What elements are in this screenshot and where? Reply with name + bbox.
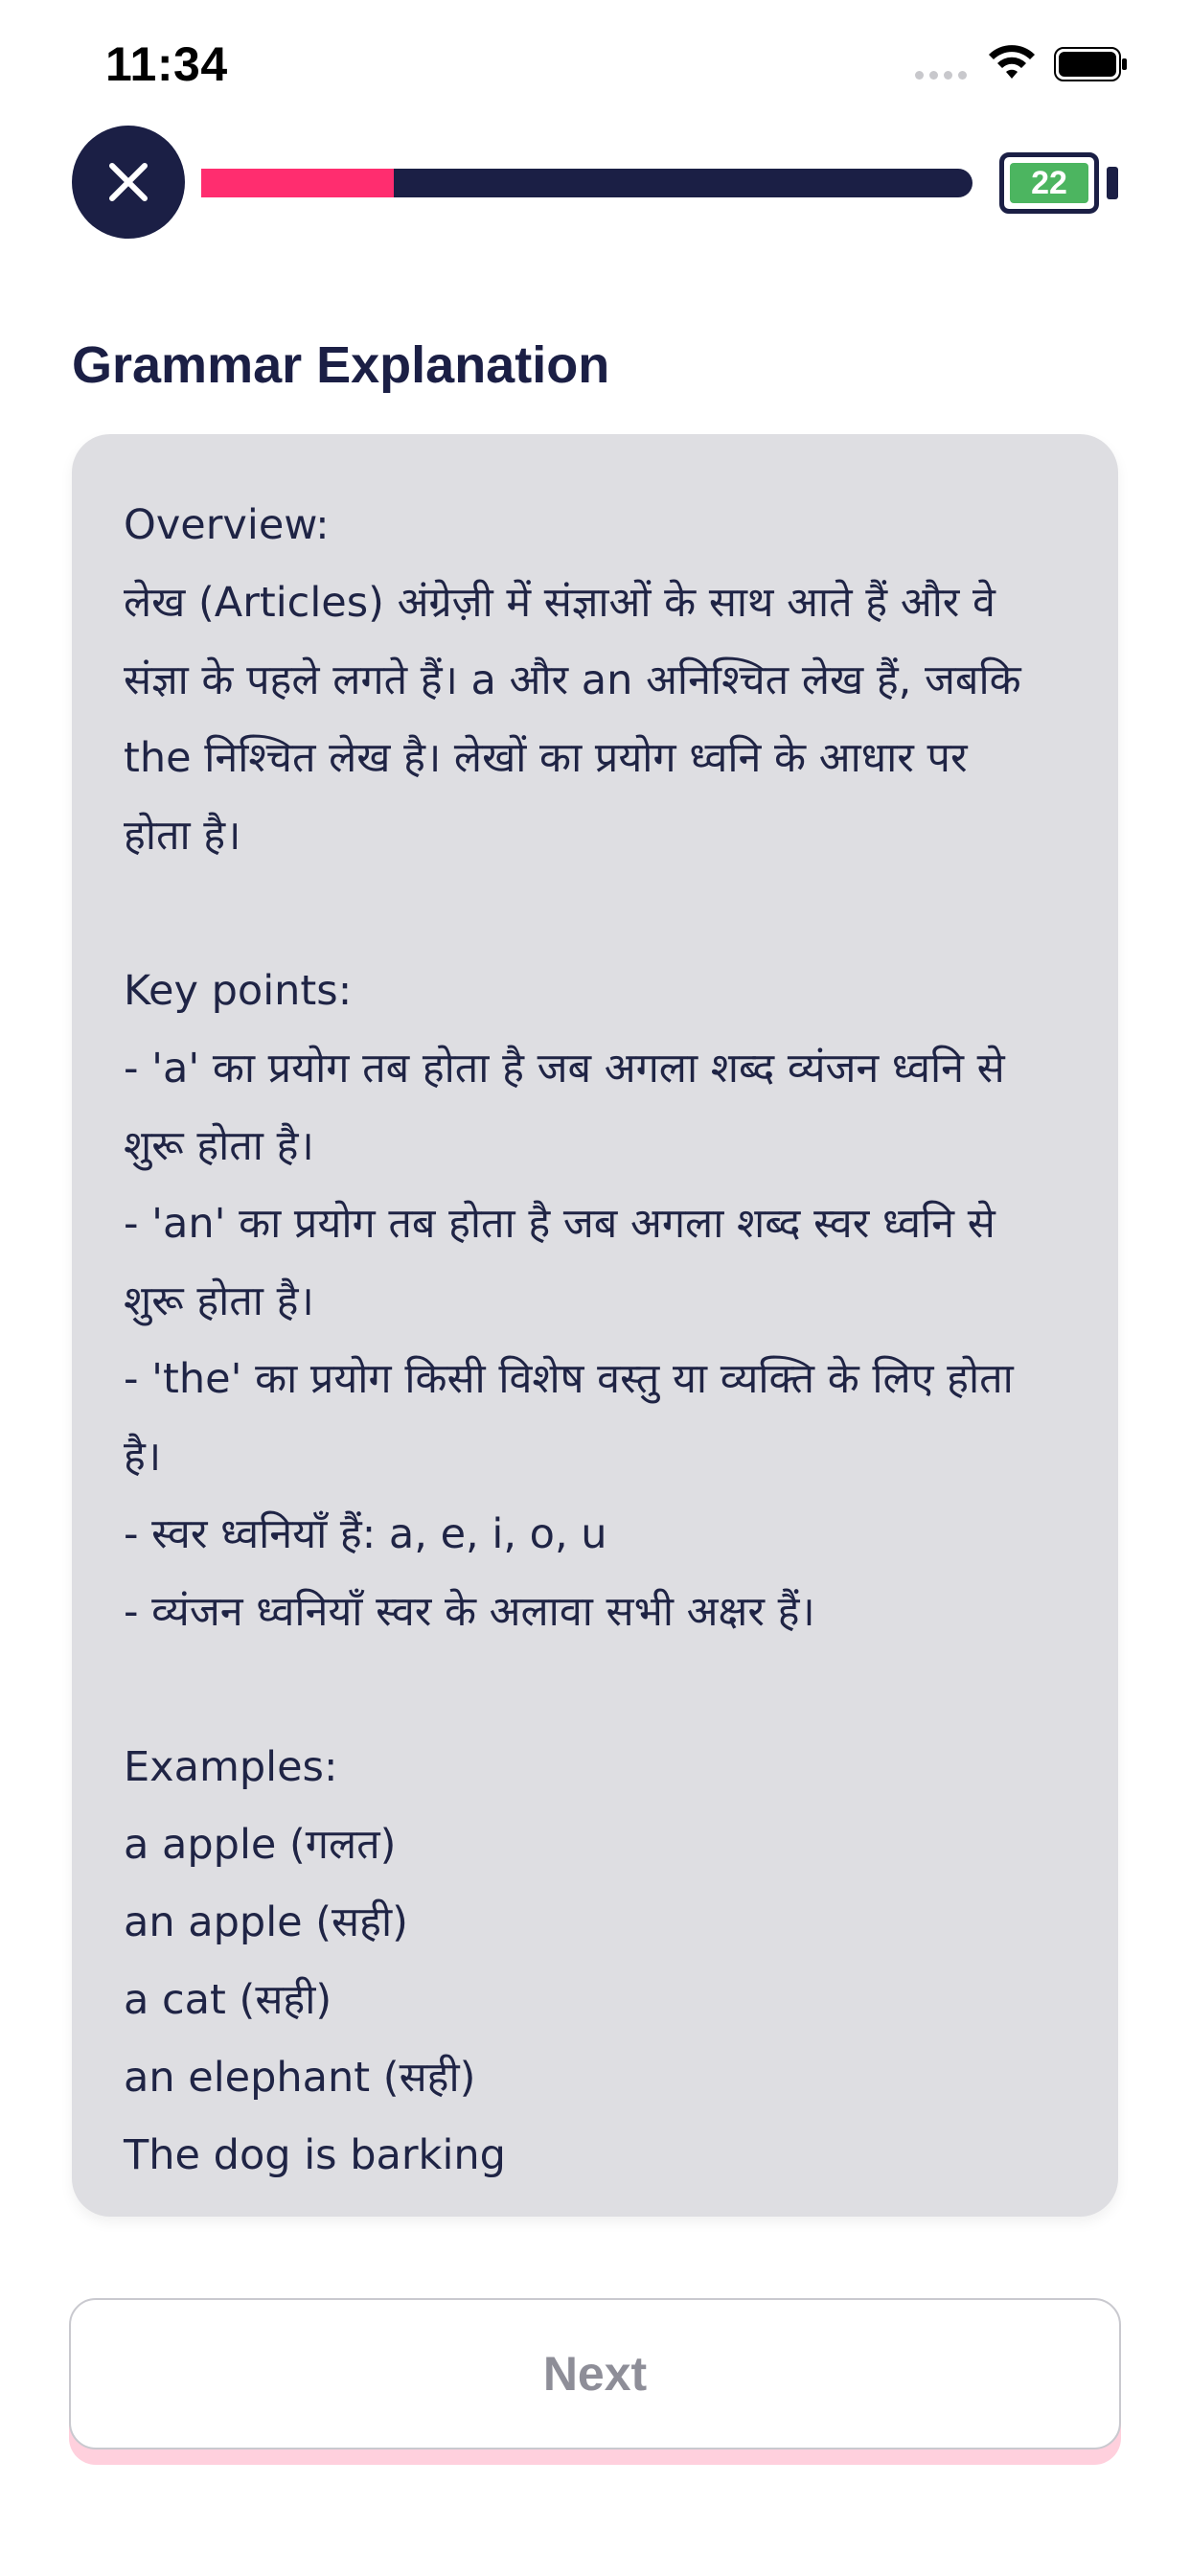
lesson-progress-bar [201,169,973,197]
status-time: 11:34 [105,37,228,91]
explanation-line: - 'the' का प्रयोग किसी विशेष वस्तु या व्यक्ति के लिए होता [124,1355,1014,1403]
explanation-line: है। [124,1433,162,1481]
explanation-line: - 'a' का प्रयोग तब होता है जब अगला शब्द व्यंजन ध्वनि से [124,1045,1005,1092]
explanation-line: the निश्चित लेख है। लेखों का प्रयोग ध्वनि के आधार पर [124,734,968,782]
explanation-line: an elephant (सही) [124,2054,476,2102]
explanation-line: The dog is barking [124,2131,506,2179]
close-icon [106,160,150,204]
energy-counter [999,152,1099,214]
signal-dots-icon [915,71,967,80]
explanation-text [124,487,1091,2179]
battery-icon [1054,46,1129,82]
energy-counter-value: 22 [1010,163,1088,203]
explanation-line: - स्वर ध्वनियाँ हैं: a, e, i, o, u [124,1510,607,1558]
explanation-line: - व्यंजन ध्वनियाँ स्वर के अलावा सभी अक्षर हैं। [124,1588,815,1636]
explanation-spacer [124,1651,1091,1729]
explanation-card[interactable] [72,434,1118,2217]
explanation-line: शुरू होता है। [124,1277,314,1325]
explanation-line: a apple (गलत) [124,1821,397,1869]
page-title: Grammar Explanation [72,336,610,394]
explanation-line: संज्ञा के पहले लगते हैं। a और an अनिश्चित लेख हैं, जबकि [124,656,1021,704]
wifi-icon [987,44,1037,82]
status-bar [0,0,1190,134]
close-button[interactable] [72,126,185,239]
explanation-line: लेख (Articles) अंग्रेज़ी में संज्ञाओं के साथ आते हैं और वे [124,579,995,627]
lesson-progress-fill [201,169,394,197]
explanation-line: Overview: [124,501,330,549]
explanation-line: Key points: [124,967,353,1015]
next-button[interactable]: Next [69,2298,1121,2450]
explanation-line: होता है। [124,812,241,860]
explanation-line: a cat (सही) [124,1976,332,2024]
explanation-line: - 'an' का प्रयोग तब होता है जब अगला शब्द स्वर ध्वनि से [124,1200,995,1248]
explanation-line: शुरू होता है। [124,1122,314,1170]
explanation-spacer [124,875,1091,953]
explanation-line: Examples: [124,1743,338,1791]
energy-counter-cap [1107,167,1118,199]
explanation-line: an apple (सही) [124,1898,408,1946]
